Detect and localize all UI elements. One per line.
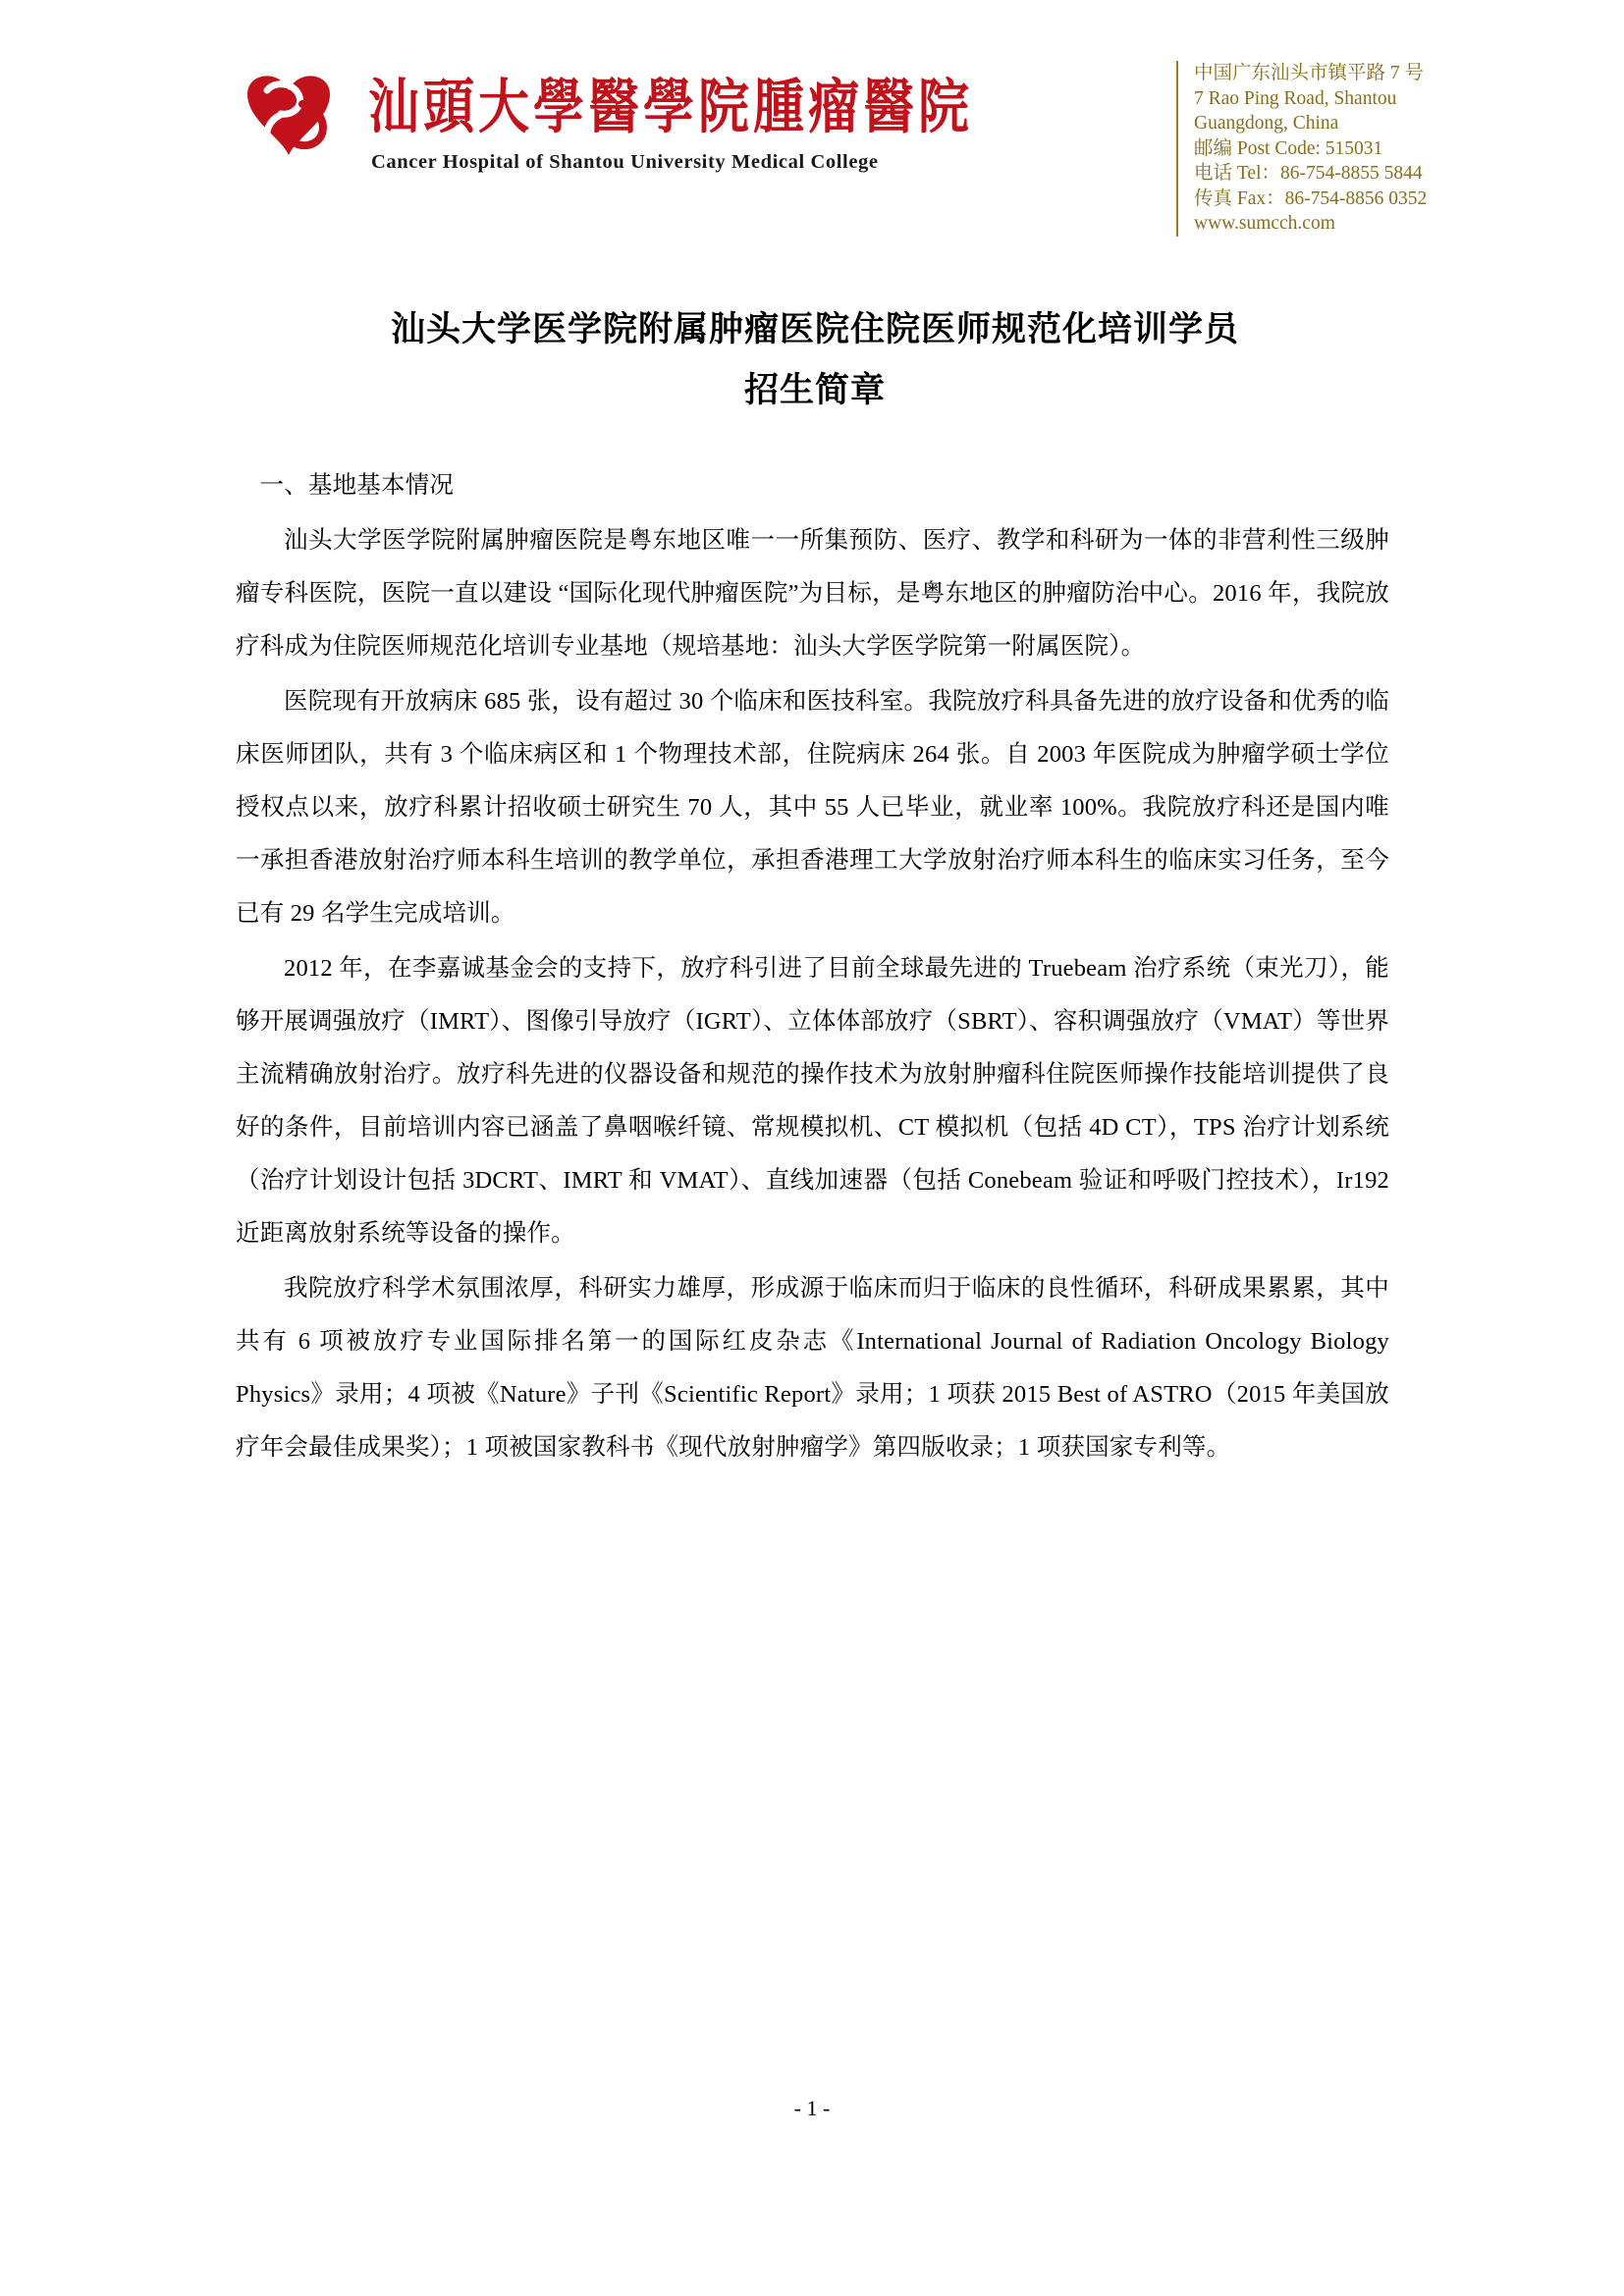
paragraph-2: 医院现有开放病床 685 张，设有超过 30 个临床和医技科室。我院放疗科具备先进的放疗设备和优秀的临床医师团队，共有 3 个临床病区和 1 个物理技术部，住院病床 264 张。自 2003 年医院成为肿瘤学硕士学位授权点以来，放疗科累计招收硕士研究生 70 人，其中 55 人已毕业，就业率 100%。我院放疗科还是国内唯一承担香港放射治疗师本科生培训的教学单位，承担香港理工大学放射治疗师本科生的临床实习任务，至今已有 29 名学生完成培训。 [236, 688, 1389, 927]
page-number: - 1 - [793, 2096, 831, 2120]
section-heading: 一、基地基本情况 [259, 472, 455, 499]
page-title [236, 299, 1394, 421]
fax-line: 传真 Fax：86-754-8856 0352 [1194, 187, 1428, 209]
hospital-logo [228, 59, 1023, 196]
postcode-line: 邮编 Post Code: 515031 [1194, 137, 1383, 159]
address-line-2: 7 Rao Ping Road, Shantou [1194, 87, 1397, 109]
telephone-line: 电话 Tel：86-754-8855 5844 [1194, 163, 1423, 184]
paragraph-1: 汕头大学医学院附属肿瘤医院是粤东地区唯一一所集预防、医疗、教学和科研为一体的非营利性三级肿瘤专科医院，医院一直以建设 “国际化现代肿瘤医院”为目标，是粤东地区的肿瘤防治中心。2016 年，我院放疗科成为住院医师规范化培训专业基地（规培基地：汕头大学医学院第一附属医院）。 [236, 527, 1389, 660]
paragraph-4: 我院放疗科学术氛围浓厚，科研实力雄厚，形成源于临床而归于临床的良性循环，科研成果累累，其中共有 6 项被放疗专业国际排名第一的国际红皮杂志《International Journal of Radiation Oncology Biology Physics》录用；4 项被《Nature》子刊《Scientific Report》录用；1 项获 2015 Best of ASTRO（2015 年美国放疗年会最佳成果奖）；1 项被国家教科书《现代放射肿瘤学》第四版收录；1 项获国家专利等。 [236, 1275, 1389, 1461]
hospital-name-en: Cancer Hospital of Shantou University Medical College [371, 151, 879, 173]
page-title-line2: 招生简章 [743, 371, 886, 409]
page-title-line1: 汕头大学医学院附属肿瘤医院住院医师规范化培训学员 [390, 310, 1239, 348]
website-line: www.sumcch.com [1194, 213, 1335, 234]
document-body [236, 459, 1389, 1476]
contact-info [1176, 61, 1489, 237]
paragraph-3: 2012 年，在李嘉诚基金会的支持下，放疗科引进了目前全球最先进的 Truebeam 治疗系统（束光刀），能够开展调强放疗（IMRT）、图像引导放疗（IGRT）、立体体部放疗（SBRT）、容积调强放疗（VMAT）等世界主流精确放射治疗。放疗科先进的仪器设备和规范的操作技术为放射肿瘤科住院医师操作技能培训提供了良好的条件，目前培训内容已涵盖了鼻咽喉纤镜、常规模拟机、CT 模拟机（包括 4D CT），TPS 治疗计划系统（治疗计划设计包括 3DCRT、IMRT 和 VMAT）、直线加速器（包括 Conebeam 验证和呼吸门控技术），Ir192 近距离放射系统等设备的操作。 [236, 955, 1389, 1247]
address-line-3: Guangdong, China [1194, 113, 1339, 133]
address-line-1: 中国广东汕头市镇平路 7 号 [1194, 63, 1425, 83]
hospital-name-cn: 汕頭大學醫學院腫瘤醫院 [368, 76, 974, 141]
letterhead [0, 0, 1624, 285]
heart-ribbon-logo-icon [228, 65, 355, 161]
